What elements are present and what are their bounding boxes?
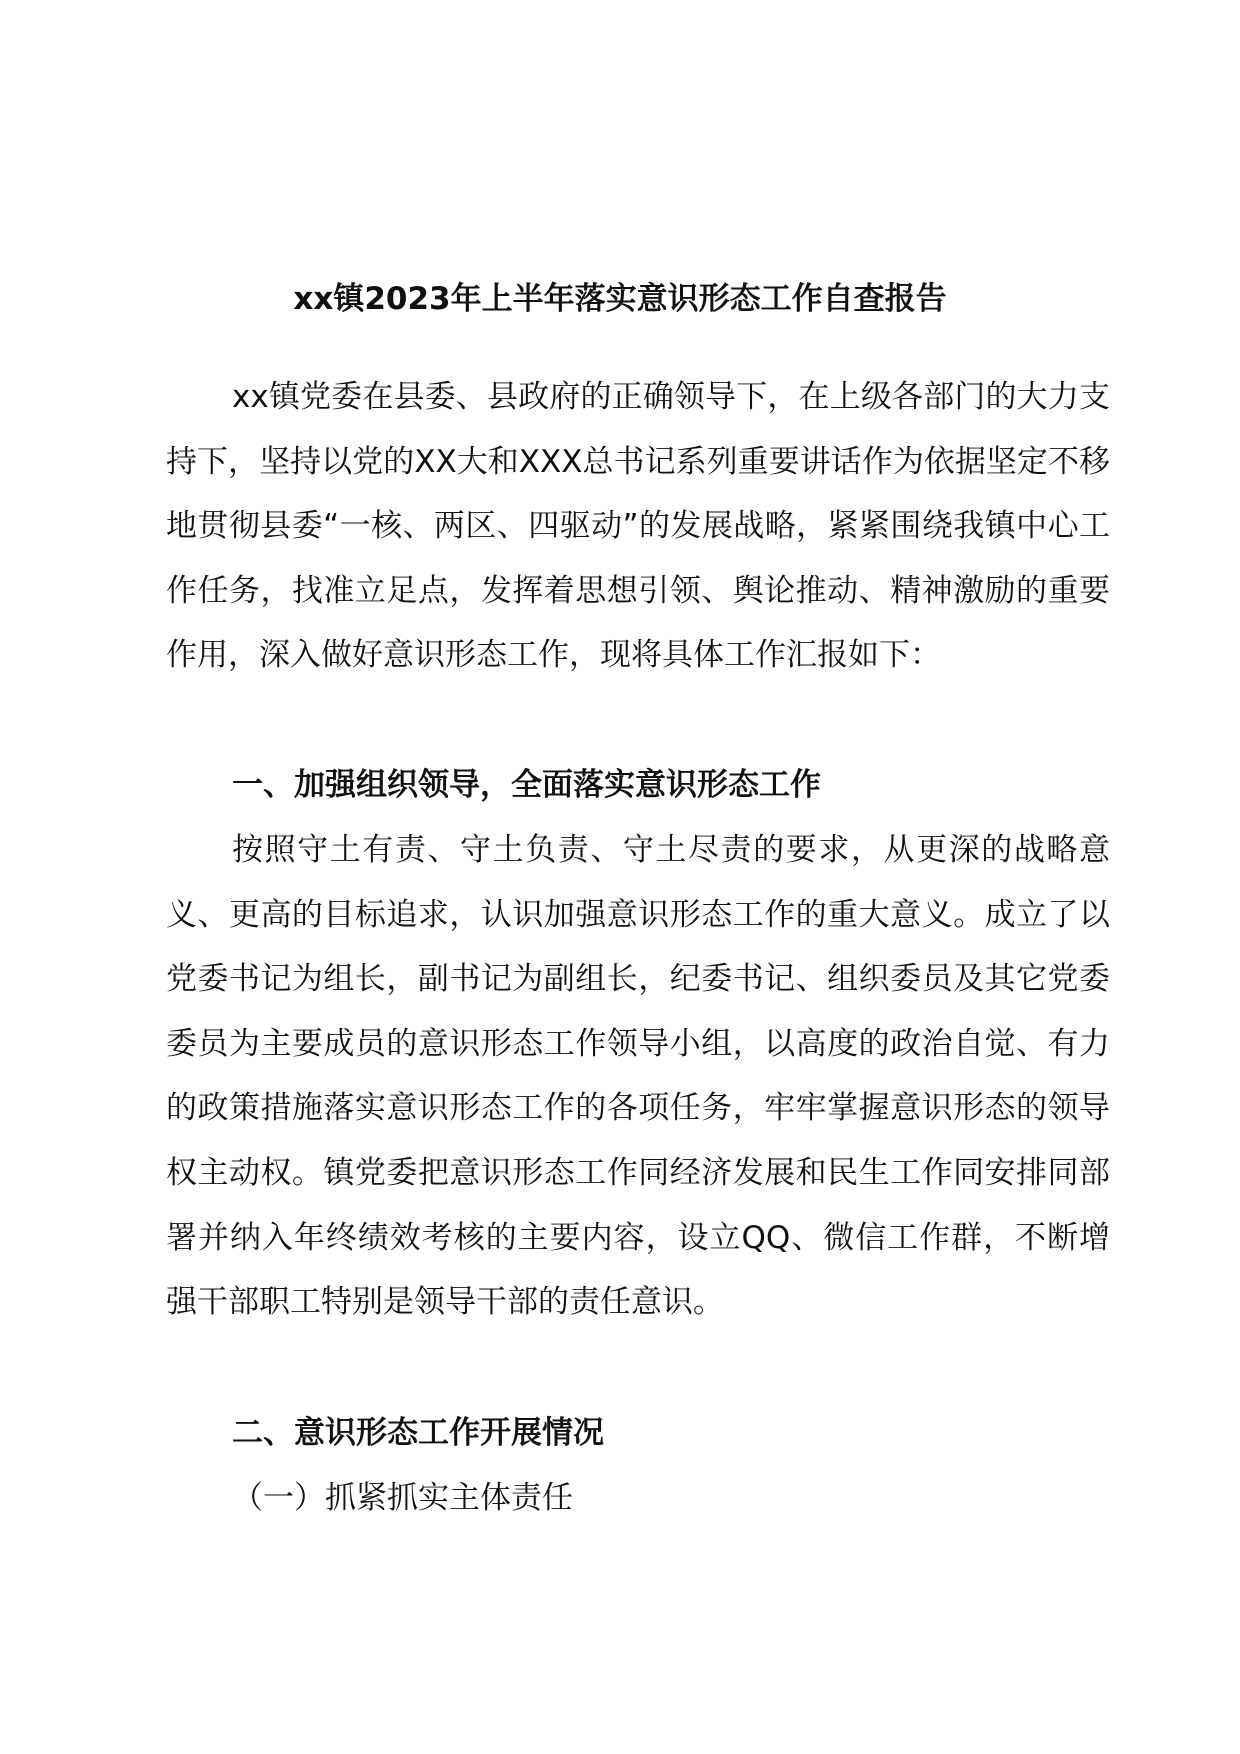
intro-paragraph: xx镇党委在县委、县政府的正确领导下，在上级各部门的大力支持下，坚持以党的XX大和XXX总书记系列重要讲话作为依据坚定不移地贯彻县委“一核、两区、四驱动”的发展战略，紧紧围绕我镇中心工作任务，找准立足点，发挥着思想引领、舆论推动、精神激励的重要作用，深入做好意识形态工作，现将具体工作汇报如下： <box>166 379 1110 674</box>
section-heading-1: 一、加强组织领导，全面落实意识形态工作 <box>232 767 821 803</box>
document-title: xx镇2023年上半年落实意识形态工作自查报告 <box>293 281 947 317</box>
section-heading-2: 二、意识形态工作开展情况 <box>232 1415 604 1451</box>
section-1-paragraph: 按照守土有责、守土负责、守土尽责的要求，从更深的战略意义、更高的目标追求，认识加强意识形态工作的重大意义。成立了以党委书记为组长，副书记为副组长，纪委书记、组织委员及其它党委委员为主要成员的意识形态工作领导小组，以高度的政治自觉、有力的政策措施落实意识形态工作的各项任务，牢牢掌握意识形态的领导权主动权。镇党委把意识形态工作同经济发展和民生工作同安排同部署并纳入年终绩效考核的主要内容，设立QQ、微信工作群，不断增强干部职工特别是领导干部的责任意识。 <box>166 832 1110 1321</box>
subsection-heading-1: （一）抓紧抓实主体责任 <box>232 1480 573 1516</box>
